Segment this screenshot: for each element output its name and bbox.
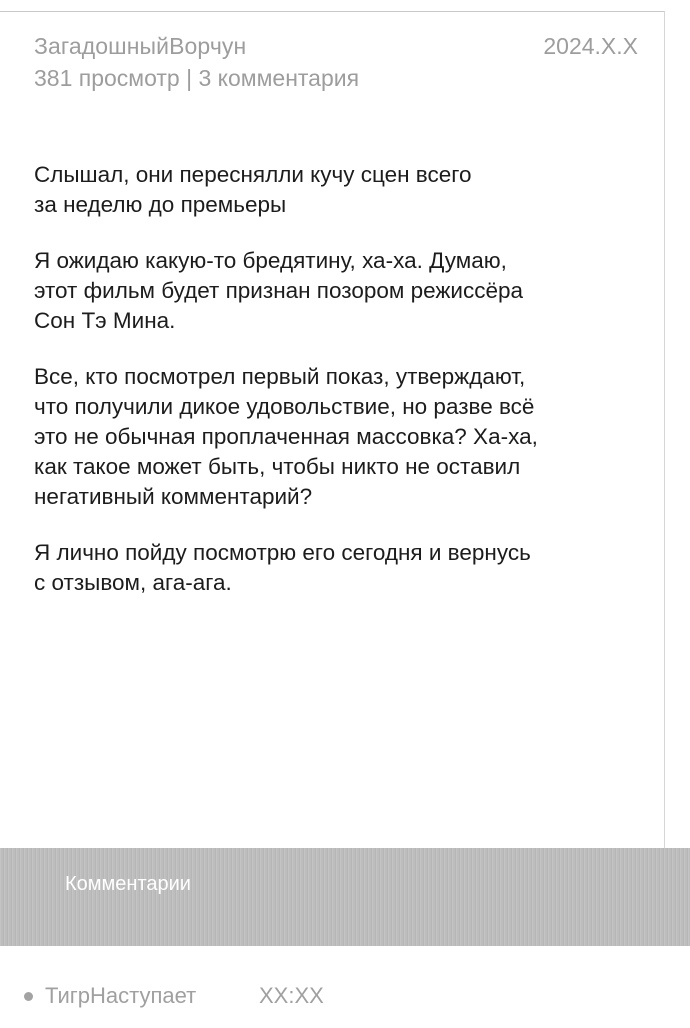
comment-username[interactable]: ТигрНаступает <box>45 983 197 1008</box>
comment-bullet-icon <box>24 992 33 1001</box>
comments-header-bar <box>0 848 690 946</box>
post-paragraph: Я ожидаю какую-то бредятину, ха-ха. Думаю, этот фильм будет признан позором режиссёра Сон Тэ Мина. <box>34 248 524 333</box>
post-date: 2024.X.X <box>543 33 638 59</box>
post-paragraph: Я лично пойду посмотрю его сегодня и вернусь с отзывом, ага-ага. <box>34 540 531 595</box>
side-divider <box>664 11 665 848</box>
comments-title[interactable]: Комментарии <box>65 873 191 895</box>
post-stats: 381 просмотр | 3 комментария <box>34 65 360 91</box>
post-body <box>34 160 634 624</box>
post-paragraph: Слышал, они переснялли кучу сцен всего за неделю до премьеры <box>34 162 472 217</box>
top-divider <box>0 11 664 12</box>
post-paragraph: Все, кто посмотрел первый показ, утверждают, что получили дикое удовольствие, но разве всё это не обычная проплаченная массовка? Ха-ха, как такое может быть, чтобы никто не оставил негативный комментарий? <box>34 364 538 509</box>
comment-timestamp: XX:XX <box>259 983 324 1008</box>
post-author[interactable]: ЗагадошныйВорчун <box>34 33 247 59</box>
